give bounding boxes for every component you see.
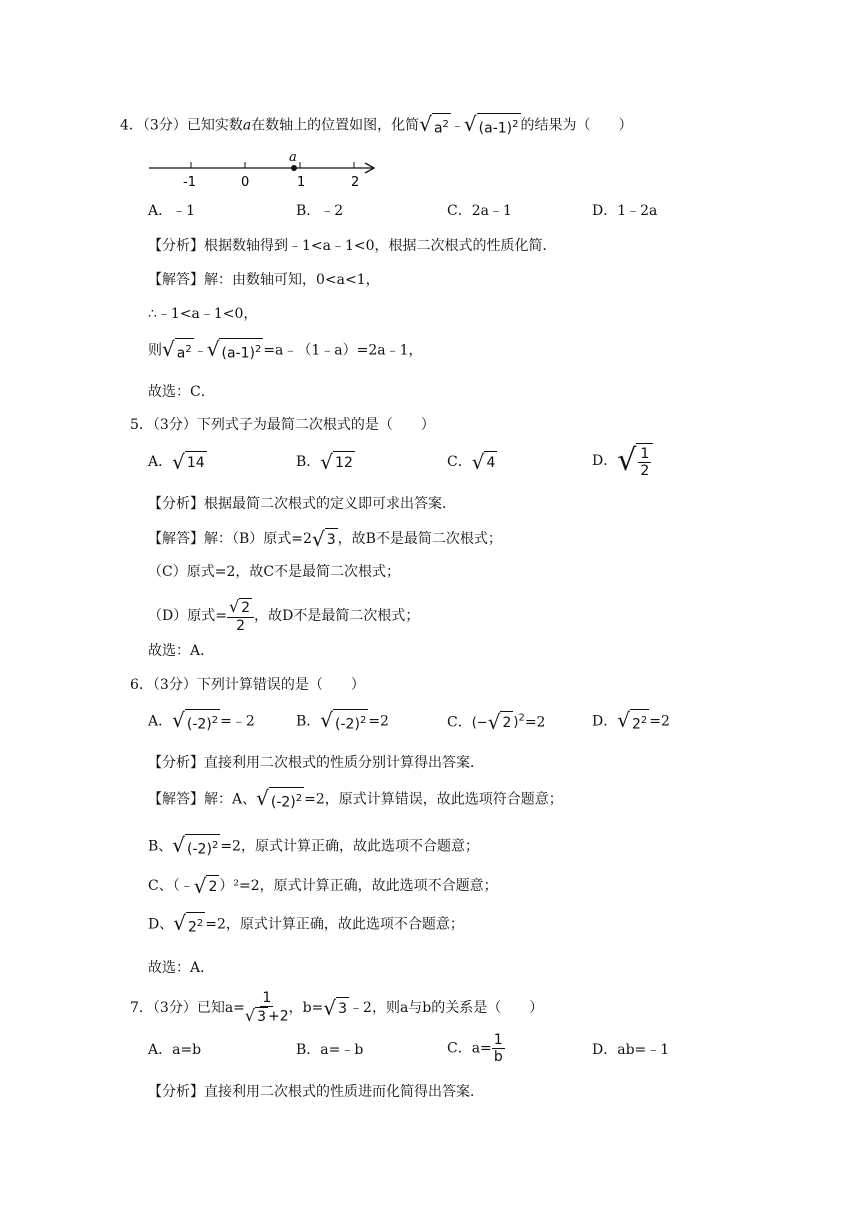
q6-option-d: D． √ $2^2$ =2: [592, 708, 670, 733]
q6-answer-d: D、 √ $2^2$ =2，原式计算正确，故此选项不合题意；: [148, 911, 464, 936]
q5-choice: 故选：A．: [148, 643, 215, 659]
q5-option-c: C． √ 4: [447, 450, 496, 474]
q4-stem: 4．（3分）已知实数a在数轴上的位置如图，化简 √ $a^2$ ﹣ √ $(a-1)^2$ 的结果为（ ）: [120, 112, 633, 137]
radical: √ 2: [487, 710, 512, 735]
q5-option-a: A． √ 14: [148, 450, 205, 474]
q7-analysis: 【分析】直接利用二次根式的性质进而化简得出答案．: [148, 1084, 484, 1100]
q4-choice: 故选：C．: [148, 384, 215, 400]
q6-answer-c: C、（﹣ √ 2 ）²=2，原式计算正确，故此选项不合题意；: [148, 874, 498, 898]
radical: √ $(-2)^2$: [172, 833, 219, 858]
q5-answer-d: （D）原式= √ 2 2 ，故D不是最简二次根式；: [148, 597, 420, 634]
tick-label: 2: [351, 175, 360, 190]
tick-label: 0: [241, 175, 250, 190]
radical: √ $(a-1)^2$: [206, 337, 262, 362]
q4-answer-1: 【解答】解：由数轴可知，0<a<1，: [148, 272, 380, 288]
point-label: a: [289, 150, 297, 165]
tick-label: -1: [183, 175, 196, 190]
radical: √ 2: [193, 874, 218, 898]
q6-choice: 故选：A．: [148, 960, 215, 976]
radical: √ 12: [320, 450, 353, 474]
q5-answer-b: 【解答】解：（B）原式=2 √ 3 ，故B不是最简二次根式；: [148, 527, 502, 551]
q7-option-b: B．a=﹣b: [296, 1042, 364, 1058]
radical: √ $a^2$: [162, 337, 192, 362]
q7-option-d: D．ab=﹣1: [592, 1042, 670, 1058]
q4-option-d: D．1﹣2a: [592, 203, 658, 219]
q6-option-c: C．(− √ 2 )$^2$=2: [447, 710, 546, 735]
radical: √ 14: [172, 450, 205, 474]
radical: √ $2^2$: [617, 708, 648, 733]
q7-stem: 7．（3分）已知a= 1 √ 3 +2 ，b= √ 3 ﹣2，则a与b的关系是（ ）: [130, 990, 544, 1025]
q5-analysis: 【分析】根据最简二次根式的定义即可求出答案．: [148, 496, 456, 512]
number-line: [145, 148, 385, 190]
q5-answer-c: （C）原式=2，故C不是最简二次根式；: [148, 564, 401, 580]
q6-answer-a: 【解答】解：A、 √ $(-2)^2$ =2，原式计算错误，故此选项符合题意；: [148, 786, 563, 811]
q4-answer-3: 则 √ $a^2$ ﹣ √ $(a-1)^2$ =a﹣（1﹣a）=2a﹣1，: [148, 337, 423, 362]
q7-option-a: A．a=b: [148, 1042, 202, 1058]
q4-option-c: C．2a﹣1: [447, 203, 512, 219]
radical: √ $(-2)^2$: [172, 708, 219, 733]
q6-option-a: A． √ $(-2)^2$ =﹣2: [148, 708, 255, 733]
point-a: [291, 165, 297, 171]
radical: √ $2^2$: [173, 911, 204, 936]
radical: √ 3: [311, 527, 336, 551]
radical: √ $(-2)^2$: [256, 786, 303, 811]
q5-stem: 5．（3分）下列式子为最简二次根式的是（ ）: [130, 417, 435, 433]
q4-option-a: A．﹣1: [148, 203, 196, 219]
q6-stem: 6．（3分）下列计算错误的是（ ）: [130, 677, 365, 693]
radical: √ $(a-1)^2$: [463, 112, 519, 137]
q6-option-b: B． √ $(-2)^2$ =2: [296, 708, 389, 733]
q4-answer-2: ∴﹣1<a﹣1<0，: [148, 306, 258, 322]
q7-option-c: C．a= $\frac{1}{b}$: [447, 1032, 503, 1065]
radical: √ 4: [471, 450, 496, 474]
radical: √ $\frac{1}{2}$: [617, 443, 653, 479]
radical: √ $(-2)^2$: [320, 708, 367, 733]
q5-option-b: B． √ 12: [296, 450, 353, 474]
tick-label: 1: [297, 175, 306, 190]
q6-answer-b: B、 √ $(-2)^2$ =2，原式计算正确，故此选项不合题意；: [148, 833, 479, 858]
q4-analysis: 【分析】根据数轴得到﹣1<a﹣1<0，根据二次根式的性质化简．: [148, 238, 557, 254]
q6-analysis: 【分析】直接利用二次根式的性质分别计算得出答案．: [148, 755, 484, 771]
q5-option-d: D． √ $\frac{1}{2}$: [592, 443, 653, 479]
q4-option-b: B．﹣2: [296, 203, 344, 219]
radical: √ 3: [323, 996, 348, 1020]
radical: √ $a^2$: [419, 112, 449, 137]
